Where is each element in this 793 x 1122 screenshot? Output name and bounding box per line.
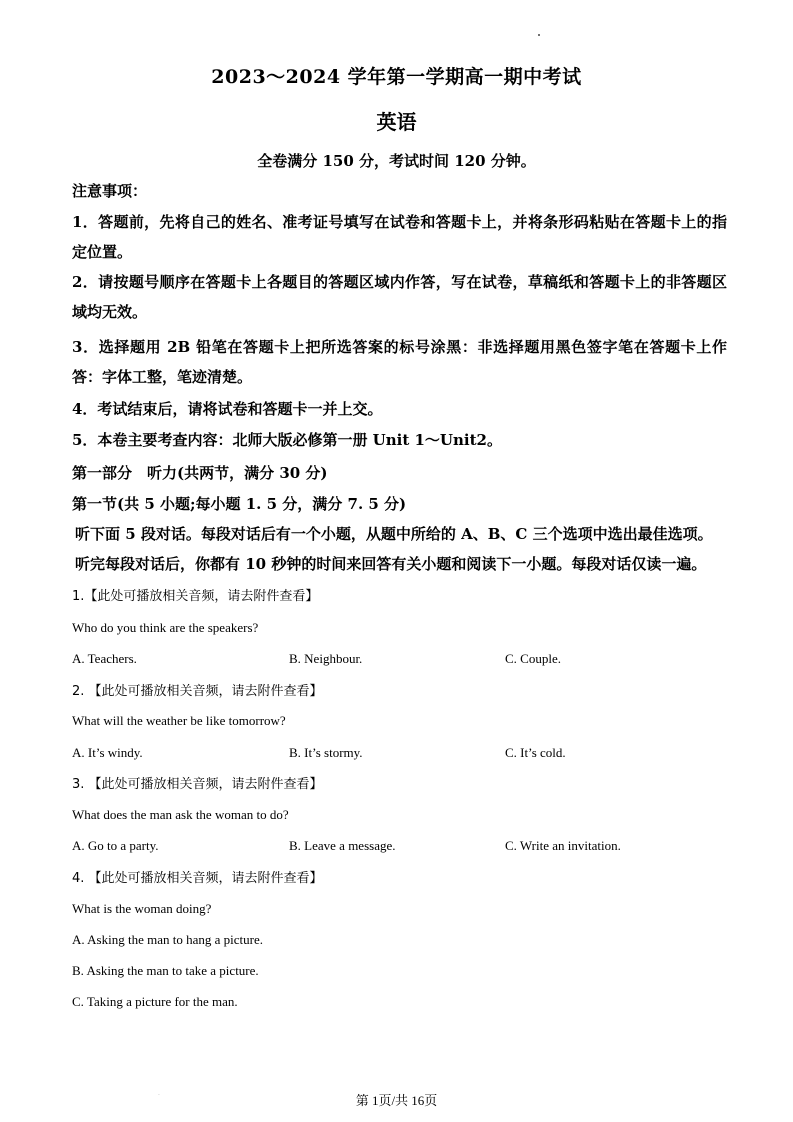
notice-item-1: 1．答题前，先将自己的姓名、准考证号填写在试卷和答题卡上，并将条形码粘贴在答题卡上的指定位置。 [72, 213, 727, 261]
question-4-option-a: A. Asking the man to hang a picture. [72, 932, 263, 947]
notice-item-4: 4．考试结束后，请将试卷和答题卡一并上交。 [72, 400, 383, 418]
exam-subject: 英语 [376, 110, 417, 134]
scan-dot [538, 34, 540, 36]
question-4-text: What is the woman doing? [72, 901, 212, 916]
notice-item-3: 3．选择题用 2B 铅笔在答题卡上把所选答案的标号涂黑：非选择题用黑色签字笔在答题卡上作答：字体工整，笔迹清楚。 [72, 338, 727, 386]
question-4-option-b: B. Asking the man to take a picture. [72, 963, 259, 978]
question-2-audio-note: 2. 【此处可播放相关音频，请去附件查看】 [72, 684, 323, 699]
question-2-text: What will the weather be like tomorrow? [72, 713, 286, 728]
question-3-text: What does the man ask the woman to do? [72, 807, 289, 822]
question-1-text: Who do you think are the speakers? [72, 620, 259, 635]
question-2-option-a: A. It’s windy. [72, 745, 143, 760]
question-3-audio-note: 3. 【此处可播放相关音频，请去附件查看】 [72, 777, 323, 792]
question-3-option-c: C. Write an invitation. [505, 838, 621, 853]
question-3-option-a: A. Go to a party. [72, 838, 159, 853]
instruction-line-1: 听下面 5 段对话。每段对话后有一个小题，从题中所给的 A、B、C 三个选项中选出最佳选项。 [75, 525, 713, 543]
page-number: 第 1页/共 16页 [355, 1093, 438, 1108]
question-2-option-c: C. It’s cold. [505, 745, 566, 760]
instruction-line-2: 听完每段对话后，你都有 10 秒钟的时间来回答有关小题和阅读下一小题。每段对话仅读一遍。 [75, 555, 707, 573]
question-4-option-c: C. Taking a picture for the man. [72, 994, 238, 1009]
notice-item-5: 5．本卷主要考查内容：北师大版必修第一册 Unit 1～Unit2。 [72, 431, 502, 449]
score-time-line: 全卷满分 150 分，考试时间 120 分钟。 [257, 152, 536, 170]
question-2-option-b: B. It’s stormy. [289, 745, 363, 760]
faint-mark: · [158, 1092, 160, 1099]
question-1-option-a: A. Teachers. [72, 651, 137, 666]
part1-heading: 第一部分 听力(共两节，满分 30 分) [72, 464, 328, 482]
notice-title: 注意事项： [72, 182, 148, 200]
notice-item-2: 2．请按题号顺序在答题卡上各题目的答题区域内作答，写在试卷，草稿纸和答题卡上的非答题区域均无效。 [72, 273, 727, 321]
exam-title: 2023～2024 学年第一学期高一期中考试 [211, 66, 582, 88]
question-3-option-b: B. Leave a message. [289, 838, 396, 853]
question-4-audio-note: 4. 【此处可播放相关音频，请去附件查看】 [72, 871, 323, 886]
question-1-option-b: B. Neighbour. [289, 651, 363, 666]
question-1-audio-note: 1.【此处可播放相关音频，请去附件查看】 [72, 589, 319, 604]
section1-heading: 第一节(共 5 小题;每小题 1. 5 分，满分 7. 5 分) [72, 495, 407, 513]
question-1-option-c: C. Couple. [505, 651, 561, 666]
